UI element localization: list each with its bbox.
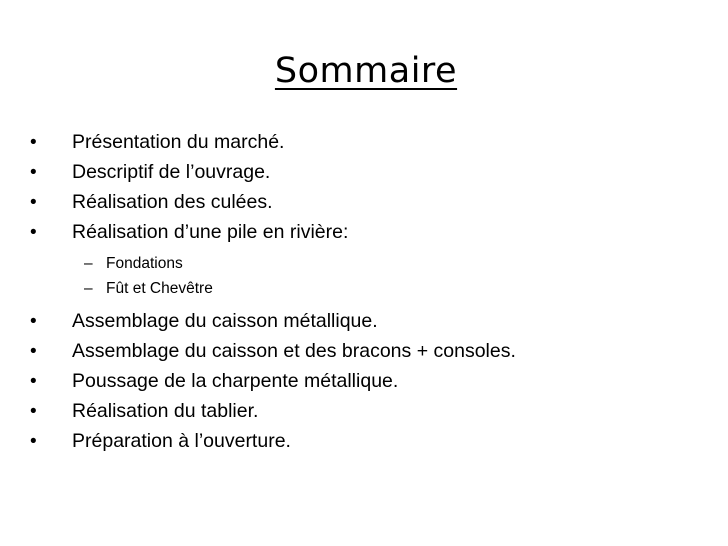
summary-list <box>0 131 516 460</box>
bullet-icon: • <box>30 222 37 243</box>
bullet-icon: • <box>30 371 37 392</box>
list-item <box>0 340 516 370</box>
sub-list-item <box>0 280 516 305</box>
list-item <box>0 221 516 251</box>
list-item-text: Réalisation des culées. <box>72 191 273 213</box>
bullet-icon: • <box>30 401 37 422</box>
sub-list-item-text: Fondations <box>106 255 183 272</box>
bullet-icon: • <box>30 162 37 183</box>
list-item-text: Descriptif de l’ouvrage. <box>72 161 271 183</box>
list-item <box>0 310 516 340</box>
bullet-icon: • <box>30 431 37 452</box>
list-item-text: Réalisation d’une pile en rivière: <box>72 221 349 243</box>
bullet-icon: • <box>30 192 37 213</box>
dash-icon: – <box>84 280 93 297</box>
list-item <box>0 161 516 191</box>
bullet-icon: • <box>30 341 37 362</box>
list-item <box>0 430 516 460</box>
sub-list-item-text: Fût et Chevêtre <box>106 280 213 297</box>
list-item-text: Préparation à l’ouverture. <box>72 430 291 452</box>
slide-title: Sommaire <box>274 51 458 91</box>
list-item-text: Assemblage du caisson métallique. <box>72 310 378 332</box>
bullet-icon: • <box>30 132 37 153</box>
list-item-text: Assemblage du caisson et des bracons + consoles. <box>72 340 516 362</box>
dash-icon: – <box>84 255 93 272</box>
list-item-text: Présentation du marché. <box>72 131 285 153</box>
sub-list-item <box>0 255 516 280</box>
list-item <box>0 370 516 400</box>
list-item <box>0 400 516 430</box>
bullet-icon: • <box>30 311 37 332</box>
list-item-text: Poussage de la charpente métallique. <box>72 370 399 392</box>
list-item <box>0 131 516 161</box>
list-item <box>0 191 516 221</box>
list-item-text: Réalisation du tablier. <box>72 400 259 422</box>
